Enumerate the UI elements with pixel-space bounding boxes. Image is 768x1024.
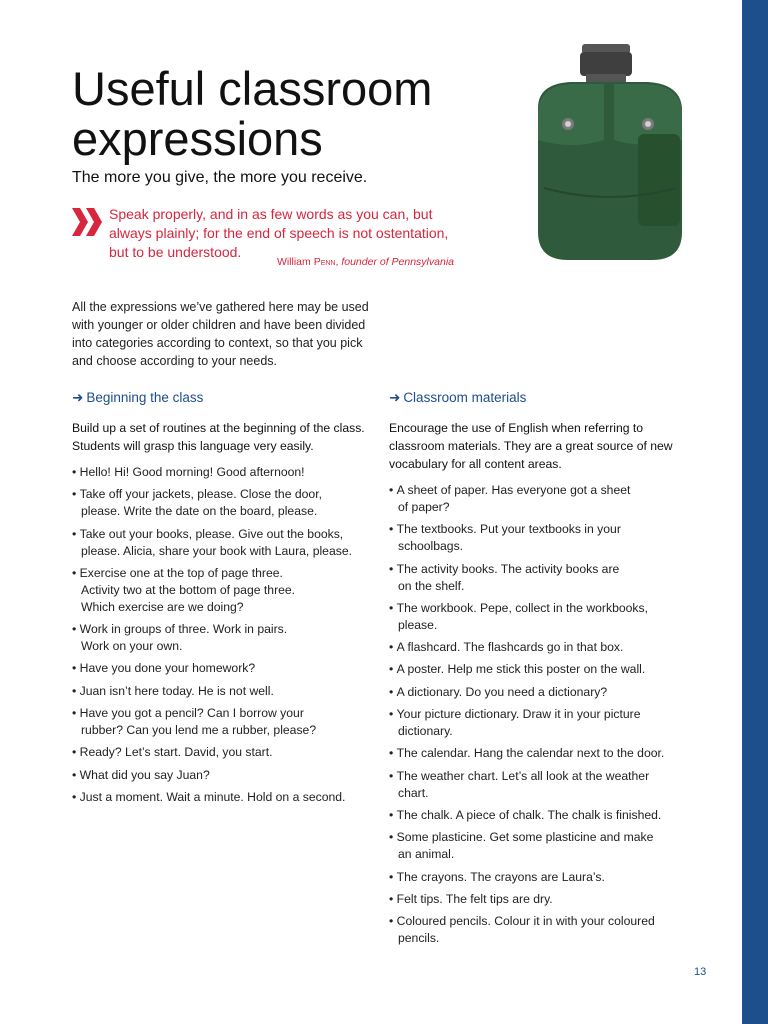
section-heading	[389, 390, 699, 406]
arrow-right-icon: ➜	[72, 390, 84, 405]
section-lead: Encourage the use of English when referring to classroom materials. They are a great source of new vocabulary for all content areas.	[389, 421, 673, 471]
section-beginning-the-class	[72, 390, 382, 811]
list-item: • Coloured pencils. Colour it in with your coloured pencils.	[389, 913, 699, 947]
list-item: • Hello! Hi! Good morning! Good afternoon!	[72, 464, 382, 481]
list-item: • The weather chart. Let’s all look at the weather chart.	[389, 768, 699, 802]
list-item: • Take off your jackets, please. Close the door, please. Write the date on the board, please.	[72, 486, 382, 520]
list-item: • Just a moment. Wait a minute. Hold on a second.	[72, 789, 382, 806]
quote-author-role: founder of Pennsylvania	[341, 256, 454, 268]
quote-author-comma: ,	[335, 256, 342, 268]
list-item: • The textbooks. Put your textbooks in your schoolbags.	[389, 521, 699, 555]
section-heading-label: Classroom materials	[403, 390, 527, 405]
quote-author	[277, 256, 454, 268]
page-subtitle: The more you give, the more you receive.	[72, 169, 368, 186]
section-lead: Build up a set of routines at the beginning of the class. Students will grasp this language very easily.	[72, 421, 365, 453]
list-item: • Your picture dictionary. Draw it in your picture dictionary.	[389, 706, 699, 740]
intro-paragraph: All the expressions we’ve gathered here may be used with younger or older children and have been divided into categories according to context, so that you pick and choose according to your needs.	[72, 300, 369, 368]
list-item: • The chalk. A piece of chalk. The chalk is finished.	[389, 807, 699, 824]
list-item: • A sheet of paper. Has everyone got a sheet of paper?	[389, 482, 699, 516]
section-classroom-materials	[389, 390, 699, 952]
list-item: • A dictionary. Do you need a dictionary?	[389, 684, 699, 701]
quote-author-last: Penn	[313, 256, 336, 268]
list-item: • Have you got a pencil? Can I borrow your rubber? Can you lend me a rubber, please?	[72, 705, 382, 739]
list-item: • Some plasticine. Get some plasticine and make an animal.	[389, 829, 699, 863]
list-item: • Felt tips. The felt tips are dry.	[389, 891, 699, 908]
list-item: • Take out your books, please. Give out the books, please. Alicia, share your book with Laura, please.	[72, 526, 382, 560]
quote-author-first: William	[276, 256, 311, 268]
list-item: • The activity books. The activity books are on the shelf.	[389, 561, 699, 595]
list-item: • A poster. Help me stick this poster on the wall.	[389, 661, 699, 678]
materials-list	[389, 482, 699, 947]
list-item: • Ready? Let’s start. David, you start.	[72, 744, 382, 761]
section-heading	[72, 390, 382, 406]
list-item: • The workbook. Pepe, collect in the workbooks, please.	[389, 600, 699, 634]
section-heading-label: Beginning the class	[86, 390, 204, 405]
expressions-list	[72, 464, 382, 806]
list-item: • What did you say Juan?	[72, 767, 382, 784]
list-item: • Juan isn’t here today. He is not well.	[72, 683, 382, 700]
list-item: • Have you done your homework?	[72, 660, 382, 677]
page-number: 13	[694, 966, 707, 978]
list-item: • Exercise one at the top of page three. Activity two at the bottom of page three. Which exercise are we doing?	[72, 565, 382, 616]
side-color-bar	[742, 0, 768, 1024]
double-chevron-icon	[72, 208, 104, 236]
page-title: Useful classroom expressions	[72, 62, 433, 165]
quote-text: Speak properly, and in as few words as you can, but always plainly; for the end of speech is not ostentation, but to be understood.	[109, 206, 449, 260]
list-item: • Work in groups of three. Work in pairs. Work on your own.	[72, 621, 382, 655]
list-item: • A flashcard. The flashcards go in that box.	[389, 639, 699, 656]
list-item: • The crayons. The crayons are Laura’s.	[389, 869, 699, 886]
arrow-right-icon: ➜	[389, 390, 401, 405]
canteen-image	[520, 38, 700, 268]
list-item: • The calendar. Hang the calendar next to the door.	[389, 745, 699, 762]
